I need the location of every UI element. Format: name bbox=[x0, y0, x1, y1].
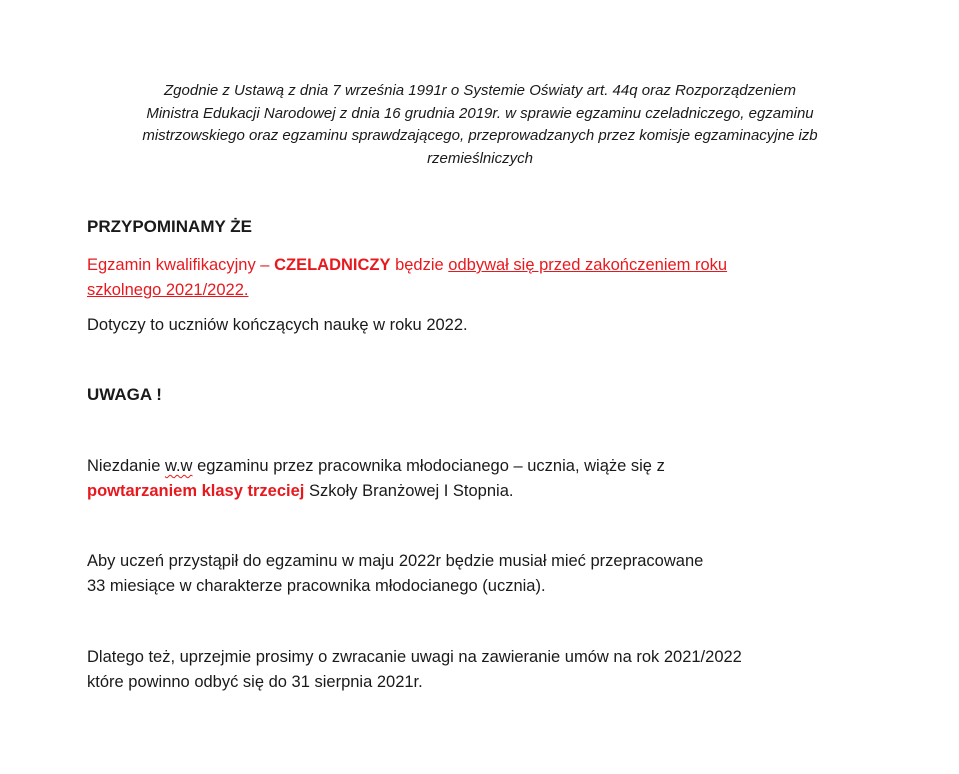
legal-basis-line-1: Zgodnie z Ustawą z dnia 7 września 1991r o Systemie Oświaty art. 44q oraz Rozporządzeniem bbox=[164, 82, 796, 99]
warning-paragraph-1 bbox=[87, 454, 877, 504]
exam-deadline-1: odbywał się przed zakończeniem roku bbox=[448, 256, 728, 274]
p1-rest: egzaminu przez pracownika młodocianego – ucznia, wiąże się z bbox=[192, 457, 665, 475]
exam-notice bbox=[87, 253, 877, 303]
exam-deadline-2: szkolnego 2021/2022. bbox=[87, 281, 249, 299]
reminder-heading: PRZYPOMINAMY ŻE bbox=[87, 217, 252, 236]
exam-prefix: Egzamin kwalifikacyjny – bbox=[87, 256, 275, 274]
legal-basis-line-3: mistrzowskiego oraz egzaminu sprawdzającego, przeprowadzanych przez komisje egzaminacyjne izb bbox=[142, 127, 818, 144]
warning-p2-line-2: 33 miesiące w charakterze pracownika młodocianego (ucznia). bbox=[87, 577, 546, 595]
p1-end: Szkoły Branżowej I Stopnia. bbox=[304, 482, 514, 500]
warning-paragraph-2 bbox=[87, 549, 877, 599]
warning-paragraph-3 bbox=[87, 645, 877, 695]
applies-to-text: Dotyczy to uczniów kończących naukę w roku 2022. bbox=[87, 316, 468, 334]
warning-heading: UWAGA ! bbox=[87, 385, 162, 404]
exam-notice-line-1 bbox=[87, 253, 877, 278]
exam-notice-line-2 bbox=[87, 278, 877, 303]
p1-bold: powtarzaniem klasy trzeciej bbox=[87, 482, 305, 500]
p1-start: Niezdanie bbox=[87, 457, 165, 475]
legal-basis-line-4: rzemieślniczych bbox=[427, 149, 533, 167]
warning-p1-line-1 bbox=[87, 454, 877, 479]
warning-p1-line-2 bbox=[87, 479, 877, 504]
exam-type: CZELADNICZY bbox=[274, 256, 391, 274]
warning-p3-line-1: Dlatego też, uprzejmie prosimy o zwracanie uwagi na zawieranie umów na rok 2021/2022 bbox=[87, 648, 742, 666]
legal-basis-paragraph bbox=[80, 80, 880, 170]
p1-abbrev: w.w bbox=[164, 457, 193, 475]
warning-p2-line-1: Aby uczeń przystąpił do egzaminu w maju 2022r będzie musiał mieć przepracowane bbox=[87, 552, 704, 570]
legal-basis-line-2: Ministra Edukacji Narodowej z dnia 16 grudnia 2019r. w sprawie egzaminu czeladniczego, egzaminu bbox=[146, 104, 814, 122]
exam-mid: będzie bbox=[390, 256, 449, 274]
warning-p3-line-2: które powinno odbyć się do 31 sierpnia 2021r. bbox=[87, 673, 423, 691]
